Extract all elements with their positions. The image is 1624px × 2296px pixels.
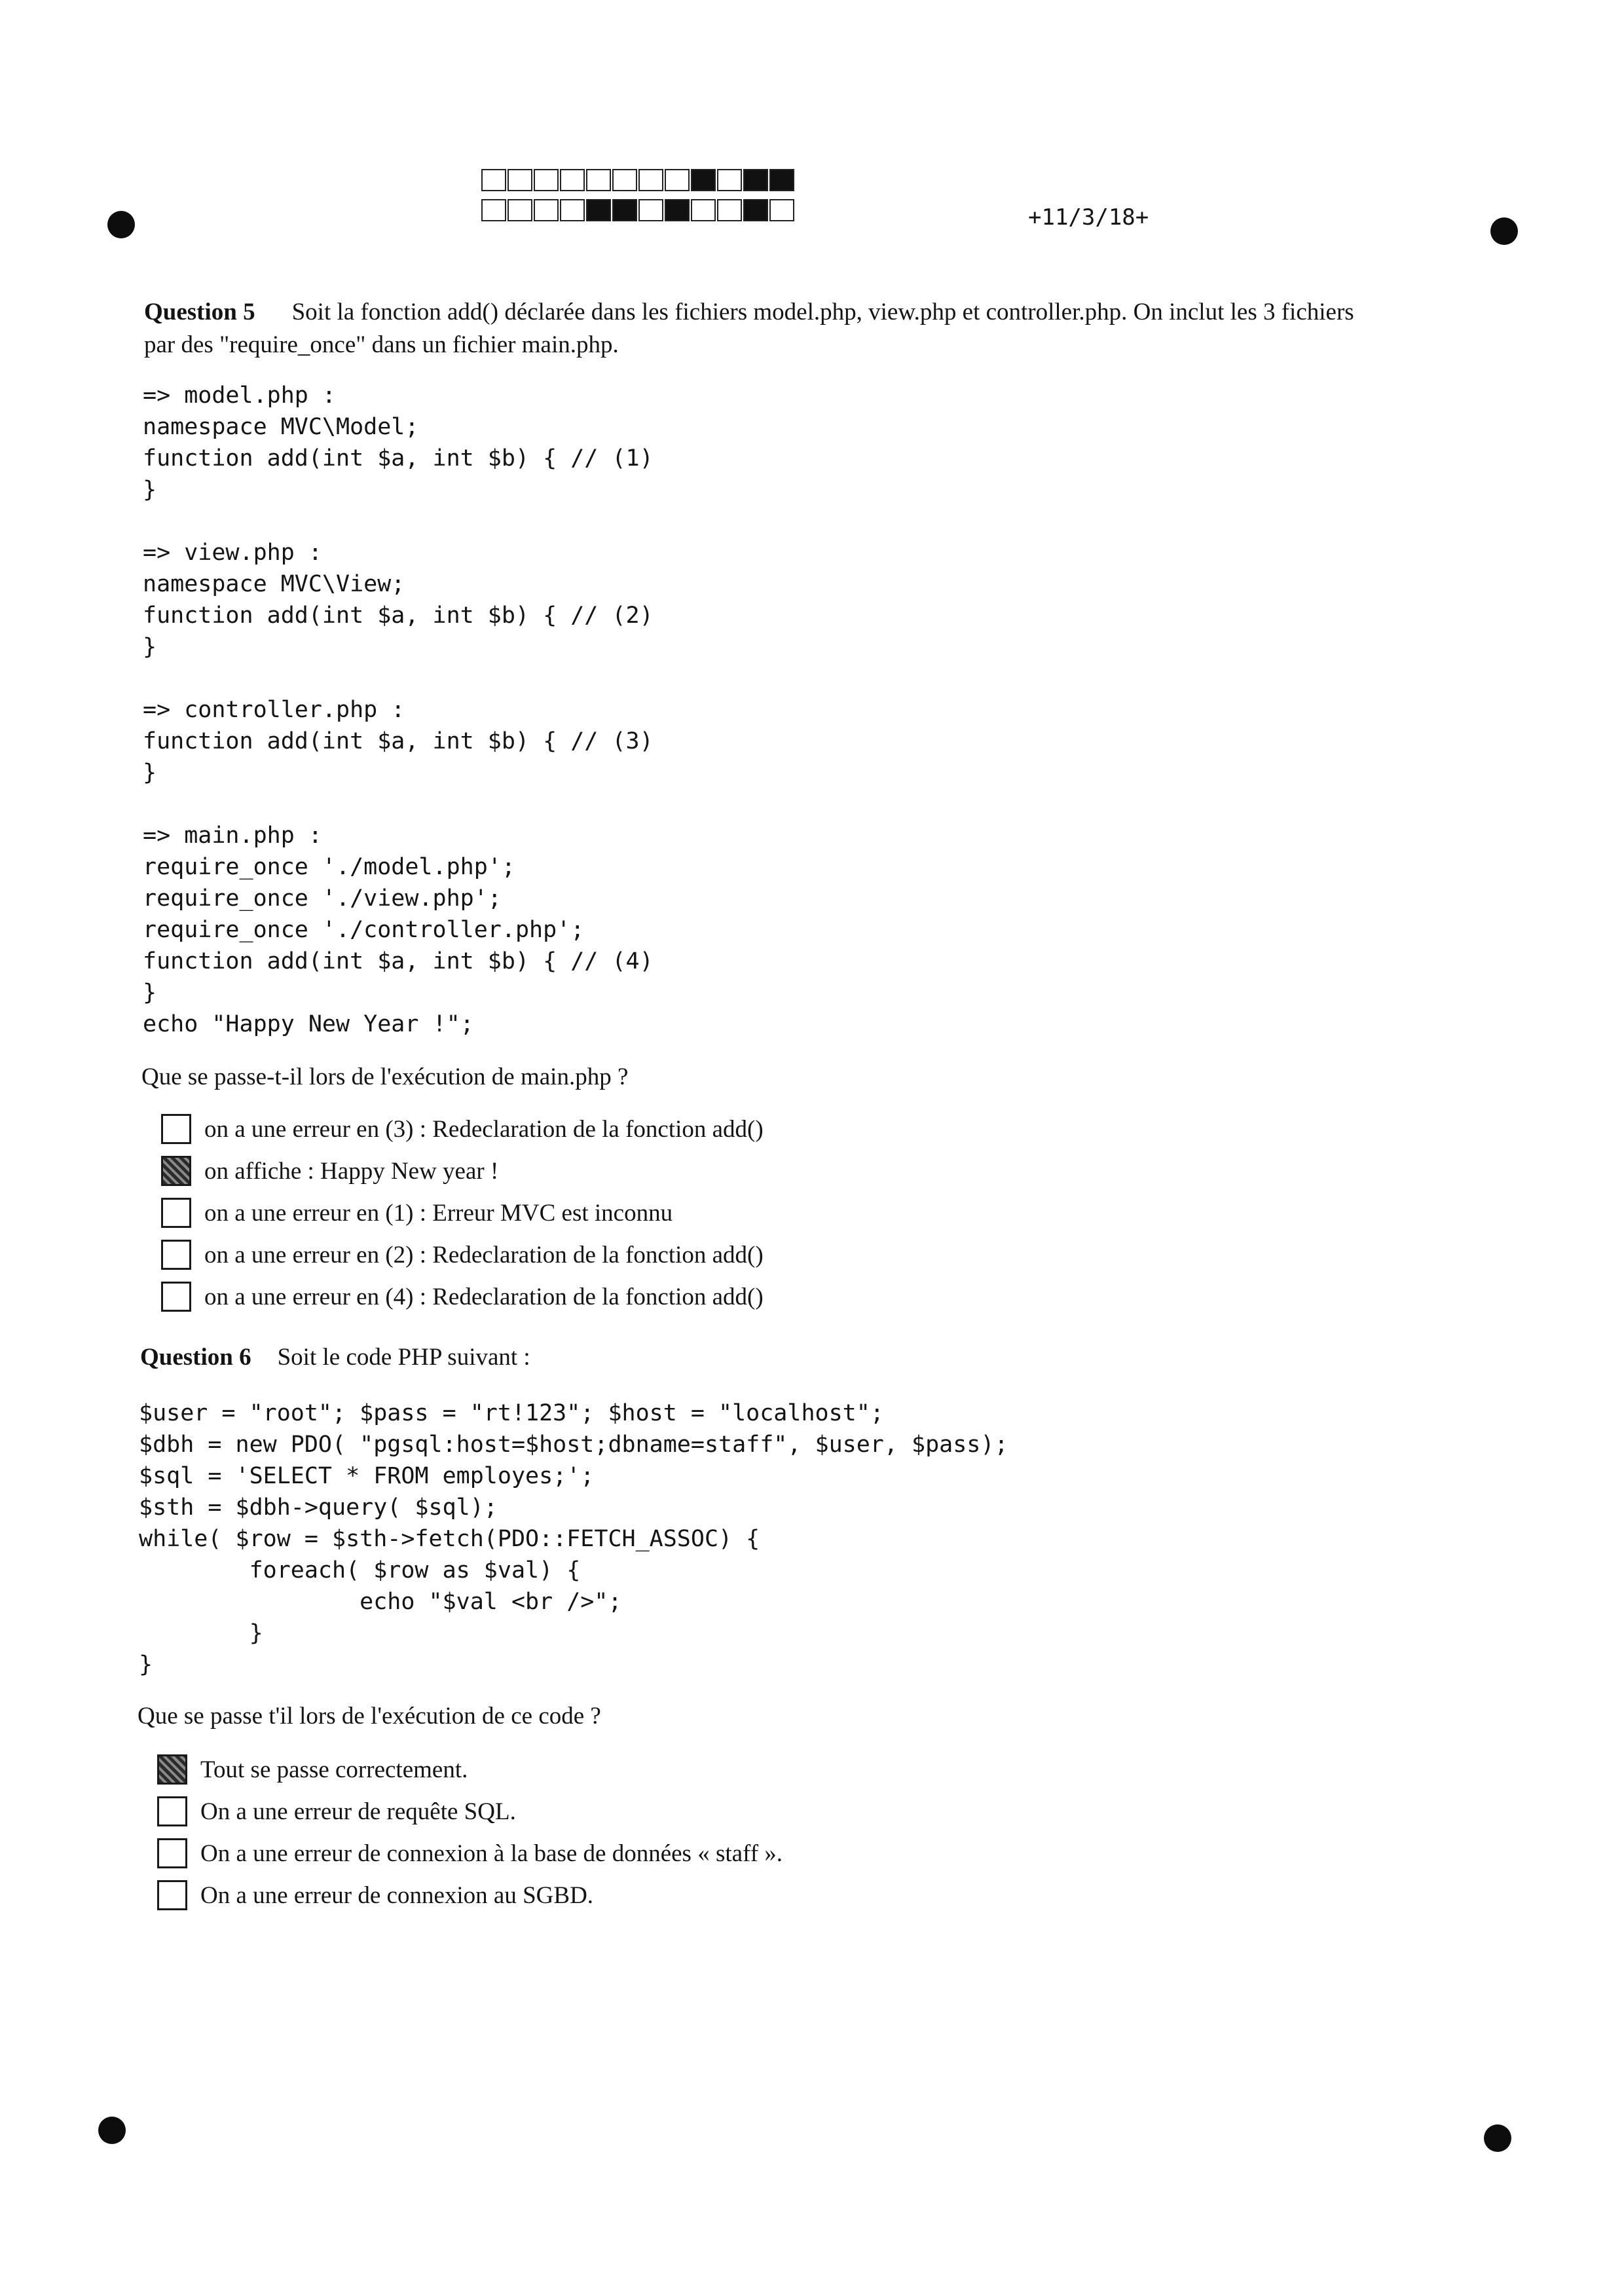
answer-checkbox-checked[interactable] [157,1754,187,1785]
answer-text: On a une erreur de connexion à la base de données « staff ». [200,1840,783,1867]
answer-text: On a une erreur de connexion au SGBD. [200,1881,594,1909]
question-5-code: => model.php : namespace MVC\Model; function add(int $a, int $b) { // (1) } => view.php : namespace MVC\View; function add(int $a, int $b) { // (2) } => controller.php : function add(int $a, int $b) { // (3) } => main.php : require_once './model.php'; require_once './view.php'; require_once './controller.php'; function add(int $a, int $b) { // (4) } echo "Happy New Year !"; [143,382,654,1037]
question-5-prompt: Que se passe-t-il lors de l'exécution de main.php ? [141,1064,629,1090]
barcode-cell [691,199,716,221]
answer-checkbox[interactable] [157,1880,187,1910]
answer-text: on a une erreur en (1) : Erreur MVC est inconnu [204,1199,673,1227]
answer-option [157,1832,783,1874]
registration-mark-top-left [107,211,135,238]
answer-checkbox[interactable] [157,1796,187,1826]
barcode-cell [612,169,637,191]
answer-text: on affiche : Happy New year ! [204,1157,499,1185]
barcode-cell [691,169,716,191]
barcode-cell [612,199,637,221]
barcode-cell [507,169,532,191]
registration-mark-bottom-left [98,2117,126,2144]
question-5-text-line2: par des "require_once" dans un fichier main.php. [144,331,619,358]
answer-checkbox[interactable] [161,1114,191,1144]
question-6-header [140,1341,530,1374]
answer-option [161,1150,764,1192]
answer-text: on a une erreur en (2) : Redeclaration de la fonction add() [204,1241,764,1268]
barcode-cell [560,199,585,221]
page-id: +11/3/18+ [1028,204,1149,231]
answer-checkbox[interactable] [157,1838,187,1868]
question-6-answers [157,1749,783,1916]
barcode-cell [638,169,663,191]
answer-checkbox-checked[interactable] [161,1156,191,1186]
question-5-text-line1: Soit la fonction add() déclarée dans les fichiers model.php, view.php et controller.php. On inclut les 3 fichiers [291,299,1354,325]
answer-text: on a une erreur en (3) : Redeclaration de la fonction add() [204,1115,764,1143]
answer-option [161,1192,764,1234]
page-barcode [481,169,796,229]
question-6-code: $user = "root"; $pass = "rt!123"; $host = "localhost"; $dbh = new PDO( "pgsql:host=$host;dbname=staff", $user, $pass); $sql = 'SELECT * FROM employes;'; $sth = $dbh->query( $sql); while( $row = $sth->fetch(PDO::FETCH_ASSOC) { foreach( $row as $val) { echo "$val <br />"; } } [139,1400,1008,1678]
barcode-cell [560,169,585,191]
barcode-cell [481,199,506,221]
answer-option [161,1276,764,1318]
barcode-cell [717,169,742,191]
barcode-cell [638,199,663,221]
answer-checkbox[interactable] [161,1282,191,1312]
answer-option [157,1874,783,1916]
registration-mark-bottom-right [1484,2124,1511,2152]
question-5-label: Question 5 [144,299,255,325]
barcode-cell [586,169,611,191]
barcode-cell [586,199,611,221]
answer-option [157,1790,783,1832]
barcode-cell [769,199,794,221]
question-5-header [144,296,1493,361]
barcode-cell [743,199,768,221]
answer-checkbox[interactable] [161,1240,191,1270]
question-6-label: Question 6 [140,1344,251,1371]
question-6-prompt: Que se passe t'il lors de l'exécution de ce code ? [138,1703,601,1730]
barcode-cell [743,169,768,191]
barcode-row-1 [481,169,796,193]
answer-option [161,1108,764,1150]
barcode-cell [665,199,690,221]
barcode-cell [481,169,506,191]
answer-option [157,1749,783,1790]
barcode-cell [534,199,559,221]
barcode-row-2 [481,199,796,223]
barcode-cell [717,199,742,221]
registration-mark-top-right [1490,217,1518,245]
barcode-cell [769,169,794,191]
answer-option [161,1234,764,1276]
question-6-text: Soit le code PHP suivant : [277,1344,530,1371]
answer-text: Tout se passe correctement. [200,1756,468,1783]
answer-checkbox[interactable] [161,1198,191,1228]
barcode-cell [507,199,532,221]
barcode-cell [534,169,559,191]
barcode-cell [665,169,690,191]
question-5-answers [161,1108,764,1318]
answer-text: on a une erreur en (4) : Redeclaration de la fonction add() [204,1283,764,1310]
answer-text: On a une erreur de requête SQL. [200,1798,516,1825]
